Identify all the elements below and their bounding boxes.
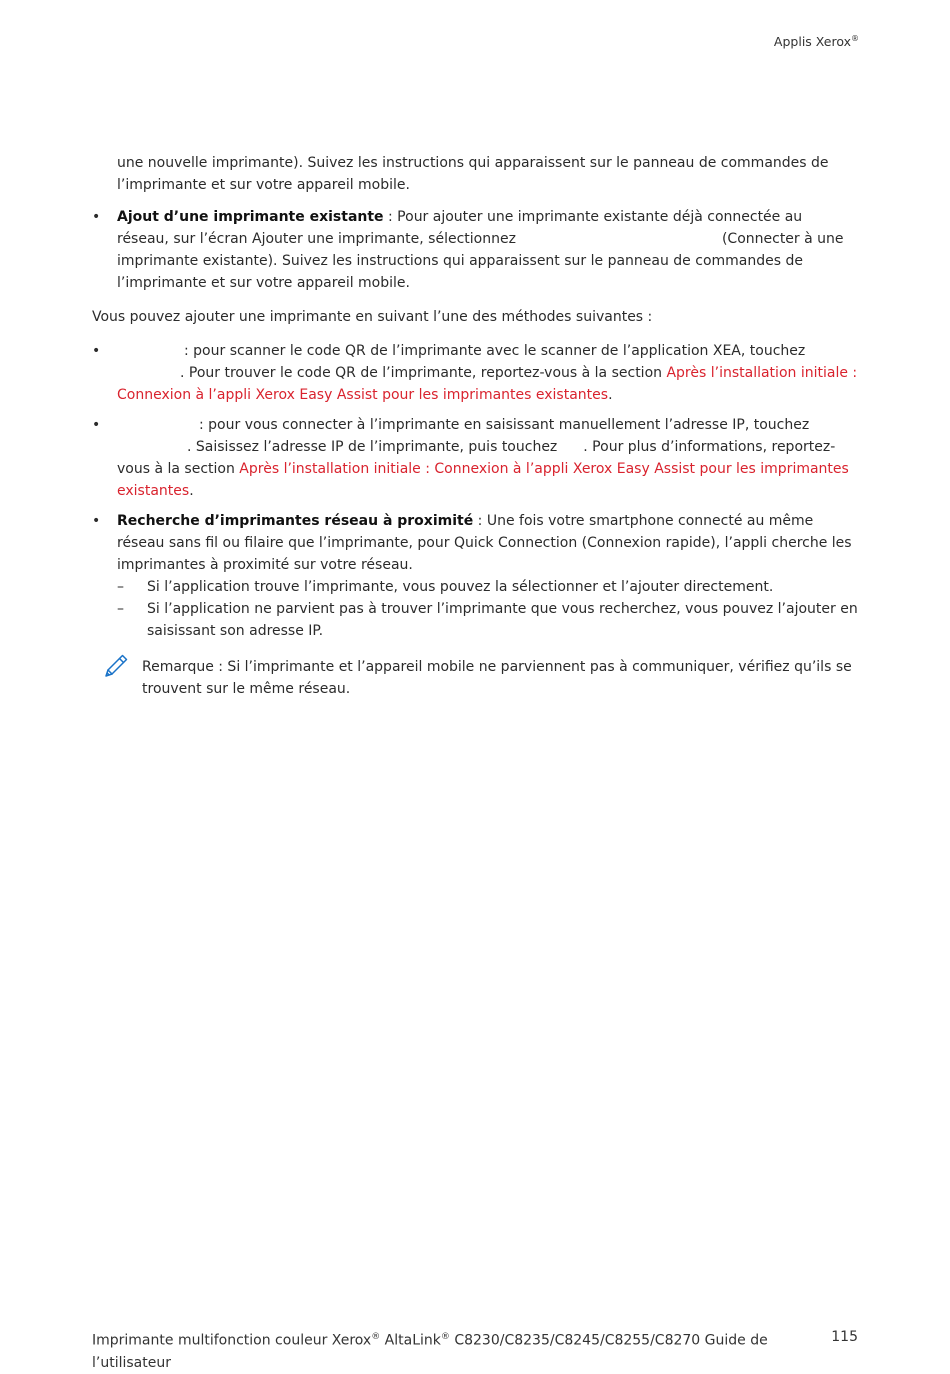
bullet-marker: • xyxy=(92,209,101,225)
registered-mark: ® xyxy=(440,1332,450,1342)
title-part: AltaLink xyxy=(380,1332,441,1349)
running-header xyxy=(774,34,859,49)
note-text: Remarque : Si l’imprimante et l’appareil mobile ne parviennent pas à communiquer, vérifiez qu’ils se trouvent sur le même réseau. xyxy=(142,659,852,697)
cross-reference-link[interactable]: Après l’installation initiale : Connexion à l’appli Xerox Easy Assist pour les imprimantes existantes xyxy=(117,461,849,499)
qr-code-text-continued: . Pour trouver le code QR de l’imprimante, reportez-vous à la section xyxy=(180,365,667,381)
nearby-search-term: Recherche d’imprimantes réseau à proximité xyxy=(117,513,474,529)
page-number: 115 xyxy=(831,1329,858,1345)
sub-item-text: Si l’application ne parvient pas à trouver l’imprimante que vous recherchez, vous pouvez l’ajouter en saisissant son adresse IP. xyxy=(147,601,858,639)
existing-printer-text-continued: (Connecter à une imprimante existante). Suivez les instructions qui apparaissent sur le panneau de commandes de l’imprimante et sur votre appareil mobile. xyxy=(117,231,844,291)
existing-printer-term: Ajout d’une imprimante existante xyxy=(117,209,384,225)
sentence-end: . xyxy=(189,483,194,499)
cross-reference-link[interactable]: Après l’installation initiale : Connexion à l’appli Xerox Easy Assist pour les imprimantes existantes xyxy=(117,365,858,403)
dash-marker: – xyxy=(117,579,124,595)
methods-intro: Vous pouvez ajouter une imprimante en suivant l’une des méthodes suivantes : xyxy=(92,309,653,325)
bullet-marker: • xyxy=(92,343,101,359)
existing-printer-text: : Pour ajouter une imprimante existante déjà connectée au réseau, sur l’écran Ajouter une imprimante, sélectionnez xyxy=(117,209,803,247)
sub-item-text: Si l’application trouve l’imprimante, vous pouvez la sélectionner et l’ajouter directement. xyxy=(147,579,774,595)
ip-address-text-continued: . Saisissez l’adresse IP de l’imprimante, puis touchez xyxy=(187,439,558,455)
bullet-marker: • xyxy=(92,513,101,529)
page-body xyxy=(92,152,858,700)
title-part: C8230/C8235/C8245/C8255/C8270 Guide de l’utilisateur xyxy=(92,1332,768,1371)
list-item-ip-address xyxy=(92,414,858,502)
header-brand-text: Applis Xerox xyxy=(773,34,851,50)
list-item-existing-printer xyxy=(92,206,858,294)
dash-marker: – xyxy=(117,601,124,617)
pencil-icon xyxy=(102,652,130,680)
list-item-nearby-search xyxy=(92,510,858,576)
sentence-end: . xyxy=(608,387,613,403)
qr-code-text: : pour scanner le code QR de l’imprimante avec le scanner de l’application XEA, touchez xyxy=(184,343,806,359)
continuation-paragraph: une nouvelle imprimante). Suivez les instructions qui apparaissent sur le panneau de commandes de l’imprimante et sur votre appareil mobile. xyxy=(117,155,829,193)
title-part: Imprimante multifonction couleur Xerox xyxy=(92,1332,372,1349)
document-title xyxy=(92,1326,782,1374)
bullet-marker: • xyxy=(92,417,101,433)
registered-mark: ® xyxy=(851,34,859,43)
ip-address-text-more: . Pour plus d’informations, reportez-vous à la section xyxy=(117,439,836,477)
sub-list-item xyxy=(92,576,858,598)
registered-mark: ® xyxy=(371,1332,381,1342)
list-item-qr-code xyxy=(92,340,858,406)
note-block xyxy=(92,656,858,700)
page-footer xyxy=(92,1326,858,1374)
ip-address-text: : pour vous connecter à l’imprimante en saisissant manuellement l’adresse IP, touchez xyxy=(199,417,810,433)
nearby-search-text: : Une fois votre smartphone connecté au même réseau sans fil ou filaire que l’imprimante, pour Quick Connection (Connexion rapide), l’appli cherche les imprimantes à proximité sur votre réseau. xyxy=(117,513,852,573)
sub-list-item xyxy=(92,598,858,642)
